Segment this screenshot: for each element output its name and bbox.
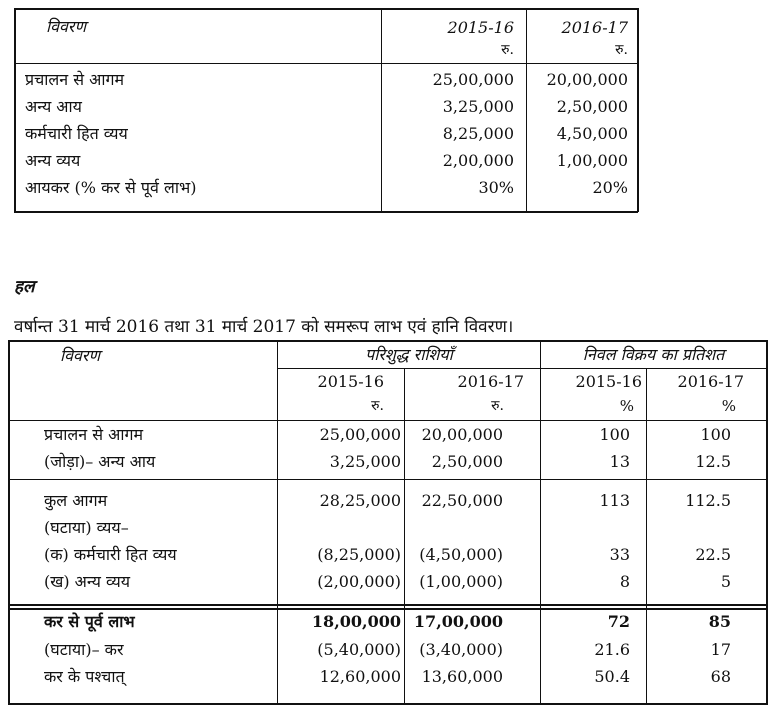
t2-row-percent-2: 100 (700, 425, 731, 444)
t2-row-amount-1: (8,25,000) (317, 545, 401, 564)
t2-row-amount-2: 22,50,000 (421, 491, 503, 510)
t2-row-percent-2: 5 (720, 572, 731, 591)
t2-unit-1: रु. (371, 398, 384, 414)
t2-header-year-3: 2015-16 (575, 372, 642, 391)
t1-row-value-1: 3,25,000 (442, 97, 514, 116)
t1-row-value-1: 25,00,000 (432, 70, 514, 89)
t1-row-value-2: 20,00,000 (546, 70, 628, 89)
t1-row-value-1: 2,00,000 (442, 151, 514, 170)
t2-row-percent-2: 22.5 (695, 545, 731, 564)
t1-row-value-1: 8,25,000 (442, 124, 514, 143)
t2-row-label: (ख) अन्य व्यय (44, 572, 131, 591)
t1-row-value-2: 1,00,000 (556, 151, 628, 170)
t2-row-percent-2: 12.5 (695, 452, 731, 471)
t1-row-value-2: 4,50,000 (556, 124, 628, 143)
t2-row-percent-2: 112.5 (685, 491, 731, 510)
t1-row-value-2: 2,50,000 (556, 97, 628, 116)
t2-row-percent-2: 68 (710, 667, 731, 686)
t2-header-year-1: 2015-16 (317, 372, 384, 391)
t2-row-amount-2: 13,60,000 (421, 667, 503, 686)
t2-row-percent-1: 72 (607, 612, 630, 631)
t2-row-amount-2: (3,40,000) (419, 640, 503, 659)
t2-header-year-4: 2016-17 (677, 372, 744, 391)
t2-row-amount-1: (5,40,000) (317, 640, 401, 659)
t2-row-percent-1: 100 (599, 425, 630, 444)
t1-header-year-1: 2015-16 (447, 18, 514, 37)
t2-row-amount-2: (1,00,000) (419, 572, 503, 591)
t2-unit-4: % (721, 397, 736, 415)
t2-row-amount-2: 2,50,000 (431, 452, 503, 471)
t2-row-amount-1: 18,00,000 (311, 612, 401, 631)
statement-caption: वर्षान्त 31 मार्च 2016 तथा 31 मार्च 2017 को समरूप लाभ एवं हानि विवरण। (14, 317, 514, 337)
t1-row-value-1: 30% (478, 178, 514, 197)
t1-row-value-2: 20% (592, 178, 628, 197)
t2-row-amount-1: 25,00,000 (319, 425, 401, 444)
t2-row-amount-2: (4,50,000) (419, 545, 503, 564)
t1-unit-1: रु. (501, 42, 514, 58)
t2-row-label: प्रचालन से आगम (44, 425, 144, 444)
t2-unit-2: रु. (491, 398, 504, 414)
t2-row-amount-2: 20,00,000 (421, 425, 503, 444)
t2-row-amount-1: (2,00,000) (317, 572, 401, 591)
t2-row-label: कर से पूर्व लाभ (44, 612, 135, 631)
t2-unit-3: % (619, 397, 634, 415)
t2-row-label: कर के पश्चात् (44, 667, 125, 686)
t2-row-label: (जोड़ा)– अन्य आय (44, 452, 156, 471)
solution-heading: हल (14, 277, 35, 297)
t2-row-label: (क) कर्मचारी हित व्यय (44, 545, 177, 564)
t2-row-label: (घटाया)– कर (44, 640, 124, 659)
t2-row-percent-2: 17 (710, 640, 731, 659)
t2-header-year-2: 2016-17 (457, 372, 524, 391)
t2-row-amount-2: 17,00,000 (413, 612, 503, 631)
t2-row-percent-1: 21.6 (594, 640, 630, 659)
t2-row-percent-1: 50.4 (594, 667, 630, 686)
t1-row-label: अन्य आय (25, 97, 82, 116)
t2-row-percent-2: 85 (708, 612, 731, 631)
t1-row-label: आयकर (% कर से पूर्व लाभ) (25, 178, 197, 197)
t2-header-absolute-amounts: परिशुद्ध राशियाँ (365, 345, 453, 364)
t1-header-particulars: विवरण (46, 17, 87, 36)
t2-row-amount-1: 3,25,000 (329, 452, 401, 471)
t2-header-percent-of-sales: निवल विक्रय का प्रतिशत (582, 345, 725, 364)
t2-row-percent-1: 13 (609, 452, 630, 471)
t2-row-percent-1: 33 (609, 545, 630, 564)
t2-row-percent-1: 8 (619, 572, 630, 591)
t1-row-label: अन्य व्यय (25, 151, 81, 170)
t2-row-amount-1: 28,25,000 (319, 491, 401, 510)
t2-row-label: (घटाया) व्यय– (44, 518, 129, 537)
t2-row-percent-1: 113 (599, 491, 630, 510)
t1-row-label: प्रचालन से आगम (25, 70, 125, 89)
t2-row-label: कुल आगम (44, 491, 108, 510)
t2-header-particulars: विवरण (60, 346, 101, 365)
t1-header-year-2: 2016-17 (561, 18, 628, 37)
t1-unit-2: रु. (615, 42, 628, 58)
t2-row-amount-1: 12,60,000 (319, 667, 401, 686)
t1-row-label: कर्मचारी हित व्यय (25, 124, 128, 143)
